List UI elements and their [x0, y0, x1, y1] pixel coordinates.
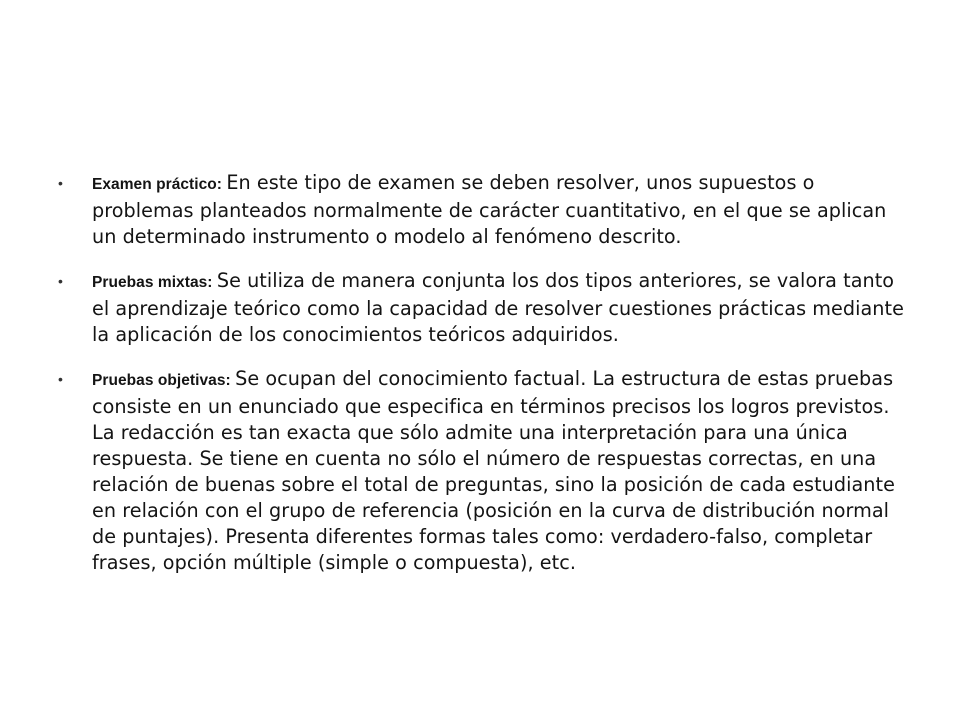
- bullet-icon: •: [58, 371, 63, 387]
- bullet-term: Pruebas objetivas:: [92, 372, 236, 389]
- bullet-item-pruebas-mixtas: [58, 268, 908, 348]
- bullet-item-pruebas-objetivas: [58, 366, 908, 576]
- bullet-icon: •: [58, 175, 63, 191]
- bullet-icon: •: [58, 273, 63, 289]
- bullet-text: Se utiliza de manera conjunta los dos tipos anteriores, se valora tanto el aprendizaje teórico como la capacidad de resolver cuestiones prácticas mediante la aplicación de los conocimientos teóricos adquiridos.: [92, 269, 904, 346]
- bullet-list: [58, 170, 908, 594]
- bullet-term: Examen práctico:: [92, 176, 227, 193]
- bullet-text: En este tipo de examen se deben resolver, unos supuestos o problemas planteados normalmente de carácter cuantitativo, en el que se aplican un determinado instrumento o modelo al fenómeno descrito.: [92, 171, 887, 248]
- bullet-text: Se ocupan del conocimiento factual. La estructura de estas pruebas consiste en un enunciado que especifica en términos precisos los logros previstos. La redacción es tan exacta que sólo admite una interpretación para una única respuesta. Se tiene en cuenta no sólo el número de respuestas correctas, en una relación de buenas sobre el total de preguntas, sino la posición de cada estudiante en relación con el grupo de referencia (posición en la curva de distribución normal de puntajes). Presenta diferentes formas tales como: verdadero-falso, completar frases, opción múltiple (simple o compuesta), etc.: [92, 367, 895, 574]
- bullet-term: Pruebas mixtas:: [92, 274, 217, 291]
- bullet-item-examen-practico: [58, 170, 908, 250]
